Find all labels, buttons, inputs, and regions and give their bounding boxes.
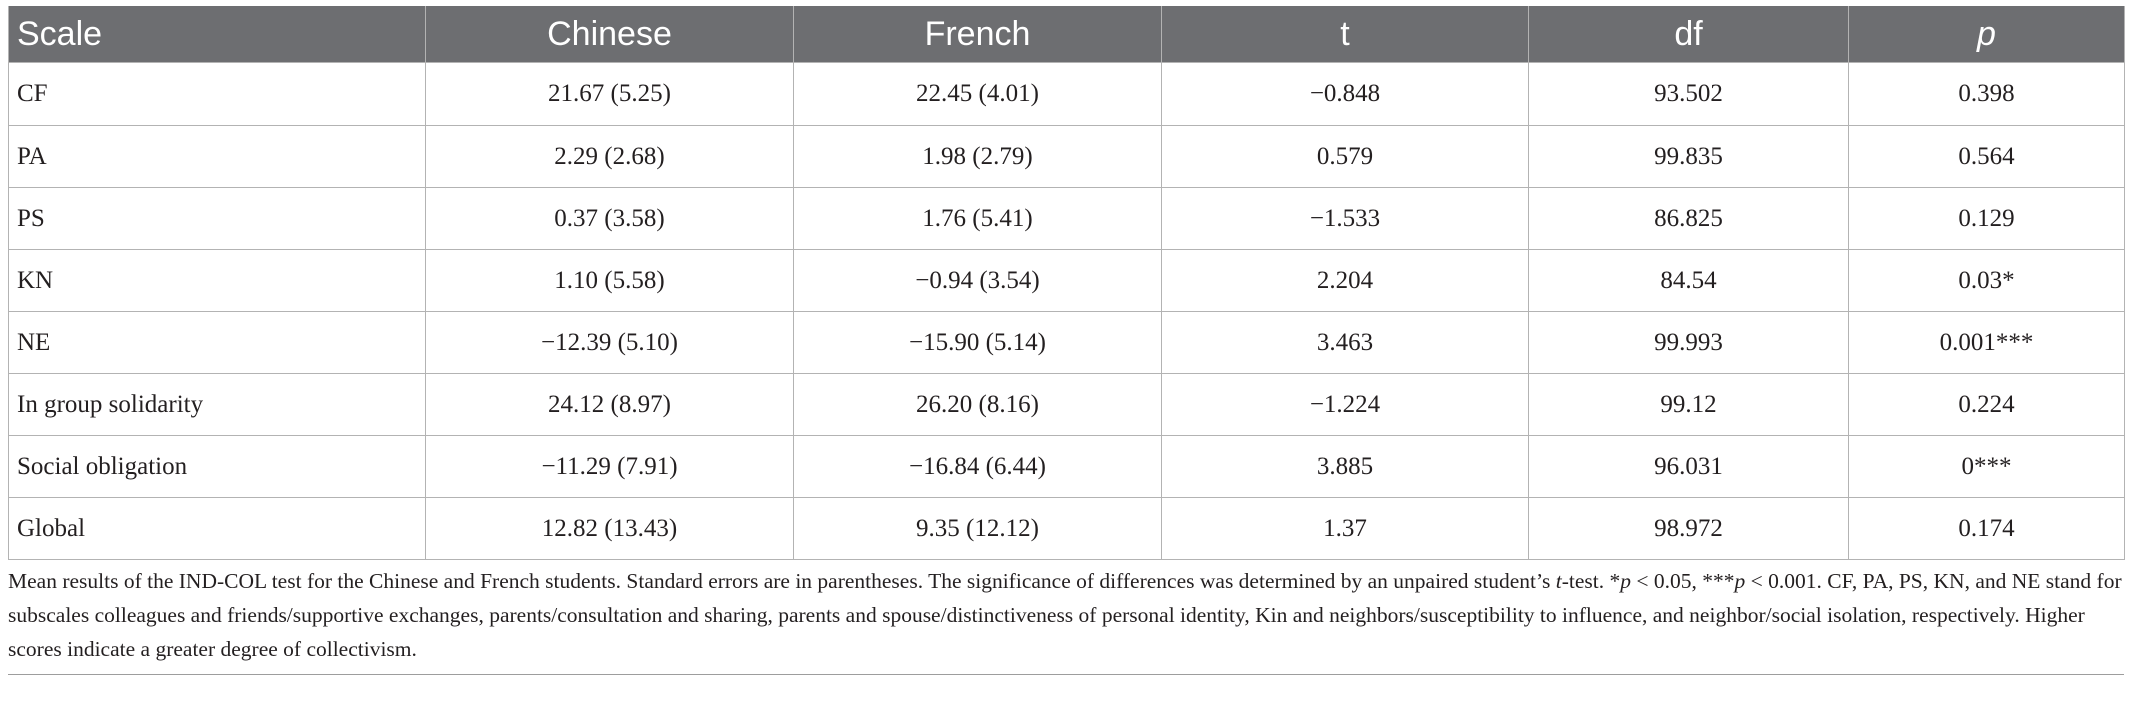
table-row [9,312,2125,374]
caption-p-symbol: p [1620,569,1631,593]
table-row [9,250,2125,312]
caption-text: < 0.05, *** [1631,569,1735,593]
cell-french: 26.20 (8.16) [794,374,1162,436]
header-french: French [794,6,1162,63]
table-row [9,188,2125,250]
cell-chinese: 12.82 (13.43) [426,498,794,560]
table-row [9,498,2125,560]
cell-df: 86.825 [1529,188,1849,250]
caption-p-symbol: p [1734,569,1746,593]
cell-scale: PS [9,188,426,250]
table-row [9,126,2125,188]
cell-df: 98.972 [1529,498,1849,560]
cell-df: 96.031 [1529,436,1849,498]
cell-t: −1.224 [1162,374,1529,436]
cell-french: 9.35 (12.12) [794,498,1162,560]
cell-scale: KN [9,250,426,312]
cell-french: −15.90 (5.14) [794,312,1162,374]
caption-text: < 0.001. CF, PA, PS, KN, and NE stand for subscales colleagues and friends/supportive exchanges, parents/consultation and sharing, parents and spouse/distinctiveness of personal identity, Kin and neighbors/susceptibility to influence, and neighbor/social isolation, respectively. Higher scores indicate a greater degree of collectivism. [8,569,2122,661]
cell-chinese: 24.12 (8.97) [426,374,794,436]
cell-df: 99.993 [1529,312,1849,374]
cell-p: 0*** [1849,436,2125,498]
cell-french: −16.84 (6.44) [794,436,1162,498]
header-scale: Scale [9,6,426,63]
cell-df: 93.502 [1529,63,1849,126]
cell-chinese: −12.39 (5.10) [426,312,794,374]
cell-chinese: −11.29 (7.91) [426,436,794,498]
cell-p: 0.564 [1849,126,2125,188]
header-chinese: Chinese [426,6,794,63]
cell-df: 99.835 [1529,126,1849,188]
cell-df: 99.12 [1529,374,1849,436]
cell-t: −1.533 [1162,188,1529,250]
cell-scale: In group solidarity [9,374,426,436]
table-row [9,63,2125,126]
cell-t: 0.579 [1162,126,1529,188]
cell-french: 1.76 (5.41) [794,188,1162,250]
table-caption [8,564,2124,666]
caption-text: -test. * [1561,569,1621,593]
ind-col-results-table [8,6,2125,560]
cell-scale: NE [9,312,426,374]
cell-p: 0.129 [1849,188,2125,250]
cell-p: 0.03* [1849,250,2125,312]
cell-t: −0.848 [1162,63,1529,126]
results-table-container [8,6,2124,560]
cell-t: 3.463 [1162,312,1529,374]
table-row [9,374,2125,436]
cell-scale: Global [9,498,426,560]
cell-p: 0.224 [1849,374,2125,436]
cell-p: 0.398 [1849,63,2125,126]
header-t: t [1162,6,1529,63]
cell-chinese: 21.67 (5.25) [426,63,794,126]
cell-scale: CF [9,63,426,126]
cell-french: 22.45 (4.01) [794,63,1162,126]
cell-t: 3.885 [1162,436,1529,498]
table-row [9,436,2125,498]
cell-chinese: 0.37 (3.58) [426,188,794,250]
table-header-row [9,6,2125,63]
cell-t: 2.204 [1162,250,1529,312]
cell-p: 0.174 [1849,498,2125,560]
cell-scale: PA [9,126,426,188]
table-body [9,63,2125,560]
cell-chinese: 2.29 (2.68) [426,126,794,188]
caption-t-symbol: t [1555,569,1562,593]
cell-p: 0.001*** [1849,312,2125,374]
footer-divider [8,674,2124,675]
header-df: df [1529,6,1849,63]
cell-df: 84.54 [1529,250,1849,312]
cell-scale: Social obligation [9,436,426,498]
cell-chinese: 1.10 (5.58) [426,250,794,312]
header-p: p [1849,6,2125,63]
caption-text: Mean results of the IND-COL test for the Chinese and French students. Standard errors are in parentheses. The significance of differences was determined by an unpaired student’s [8,569,1556,593]
cell-french: −0.94 (3.54) [794,250,1162,312]
cell-t: 1.37 [1162,498,1529,560]
cell-french: 1.98 (2.79) [794,126,1162,188]
